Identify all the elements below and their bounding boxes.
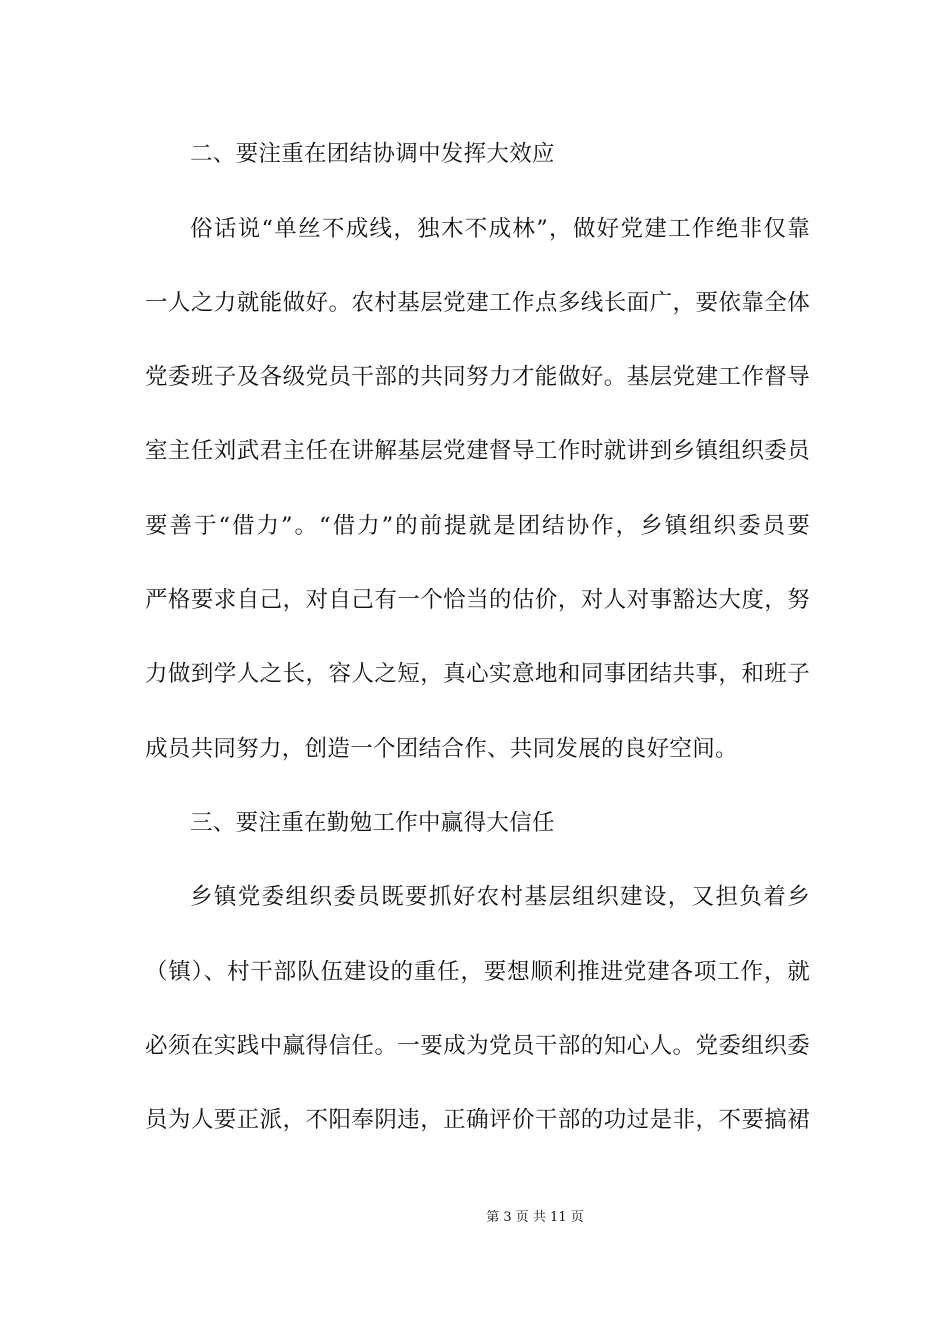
paragraph-line: 必须在实践中赢得信任。一要成为党员干部的知心人。党委组织委 xyxy=(145,1033,810,1059)
paragraph-line: 党委班子及各级党员干部的共同努力才能做好。基层党建工作督导 xyxy=(145,364,810,390)
paragraph-line: 一人之力就能做好。农村基层党建工作点多线长面广，要依靠全体 xyxy=(145,290,810,316)
paragraph-line: 室主任刘武君主任在讲解基层党建督导工作时就讲到乡镇组织委员 xyxy=(145,438,810,464)
paragraph-line: 员为人要正派，不阳奉阴违，正确评价干部的功过是非，不要搞裙 xyxy=(145,1107,810,1133)
section-heading-2: 二、要注重在团结协调中发挥大效应 xyxy=(190,141,555,167)
page-number-footer: 第 3 页 共 11 页 xyxy=(486,1210,584,1225)
paragraph-line: 乡镇党委组织委员既要抓好农村基层组织建设，又担负着乡 xyxy=(190,884,810,910)
paragraph-line: 俗话说“单丝不成线，独木不成林”，做好党建工作绝非仅靠 xyxy=(190,216,810,242)
paragraph-line: 要善于“借力”。“借力”的前提就是团结协作，乡镇组织委员要 xyxy=(145,513,810,539)
section-heading-3: 三、要注重在勤勉工作中赢得大信任 xyxy=(190,810,555,836)
paragraph-line: （镇）、村干部队伍建设的重任，要想顺利推进党建各项工作，就 xyxy=(145,959,810,985)
paragraph-line: 成员共同努力，创造一个团结合作、共同发展的良好空间。 xyxy=(145,736,738,762)
paragraph-line: 力做到学人之长，容人之短，真心实意地和同事团结共事，和班子 xyxy=(145,661,810,687)
paragraph-line: 严格要求自己，对自己有一个恰当的估价，对人对事豁达大度，努 xyxy=(145,587,810,613)
